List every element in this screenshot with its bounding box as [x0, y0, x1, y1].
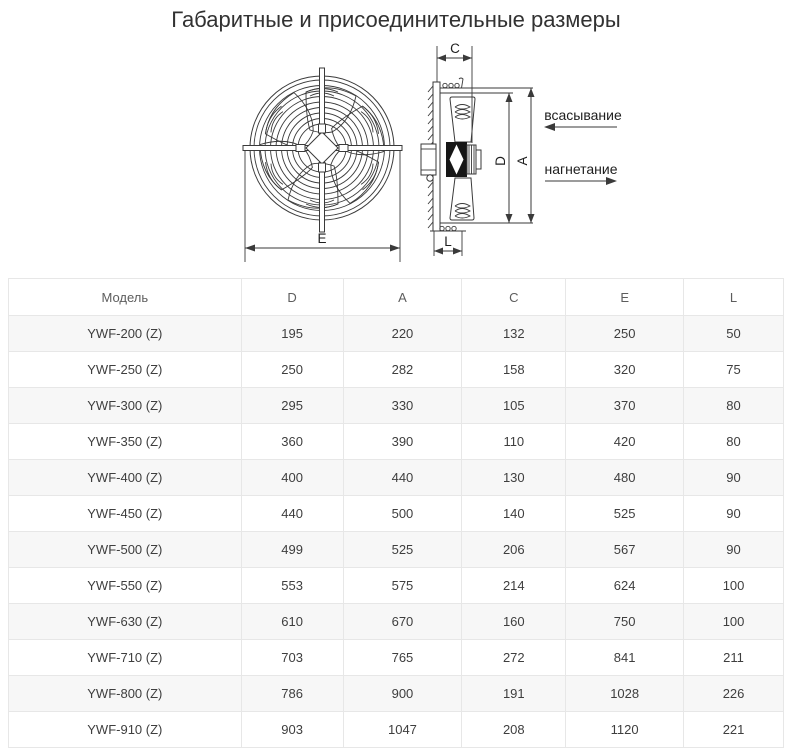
model-cell: YWF-550 (Z): [9, 568, 242, 604]
table-row: [9, 676, 784, 712]
table-row: [9, 424, 784, 460]
fan-side-view-drawing: [421, 41, 622, 256]
model-cell: YWF-450 (Z): [9, 496, 242, 532]
dimension-value-cell: 765: [343, 640, 462, 676]
fan-dimension-diagram: [0, 40, 792, 275]
dimension-value-cell: 610: [241, 604, 343, 640]
dimension-label-d: D: [493, 156, 508, 166]
dimension-value-cell: 132: [462, 316, 566, 352]
dimension-value-cell: 499: [241, 532, 343, 568]
dimension-value-cell: 525: [566, 496, 684, 532]
dimension-value-cell: 360: [241, 424, 343, 460]
dimension-value-cell: 80: [684, 424, 784, 460]
model-cell: YWF-350 (Z): [9, 424, 242, 460]
dimension-value-cell: 786: [241, 676, 343, 712]
dimension-value-cell: 1047: [343, 712, 462, 748]
dimension-value-cell: 480: [566, 460, 684, 496]
dimension-label-l: L: [444, 234, 452, 249]
dimension-value-cell: 250: [241, 352, 343, 388]
dimension-value-cell: 1120: [566, 712, 684, 748]
dimension-value-cell: 841: [566, 640, 684, 676]
table-row: [9, 568, 784, 604]
dimension-value-cell: 100: [684, 604, 784, 640]
table-row: [9, 460, 784, 496]
dimension-value-cell: 295: [241, 388, 343, 424]
model-cell: YWF-800 (Z): [9, 676, 242, 712]
dimensions-table-body: [9, 316, 784, 748]
dimension-value-cell: 211: [684, 640, 784, 676]
column-header-e: E: [566, 279, 684, 316]
dimension-value-cell: 80: [684, 388, 784, 424]
table-row: [9, 640, 784, 676]
dimension-value-cell: 90: [684, 496, 784, 532]
dimension-value-cell: 440: [241, 496, 343, 532]
dimension-value-cell: 420: [566, 424, 684, 460]
model-cell: YWF-300 (Z): [9, 388, 242, 424]
model-cell: YWF-250 (Z): [9, 352, 242, 388]
dimension-value-cell: 250: [566, 316, 684, 352]
dimension-value-cell: 553: [241, 568, 343, 604]
dimension-a: [515, 88, 535, 223]
column-header-l: L: [684, 279, 784, 316]
dimension-value-cell: 500: [343, 496, 462, 532]
dimension-d: [493, 93, 513, 223]
model-cell: YWF-500 (Z): [9, 532, 242, 568]
dimension-value-cell: 206: [462, 532, 566, 568]
model-cell: YWF-400 (Z): [9, 460, 242, 496]
dimension-value-cell: 370: [566, 388, 684, 424]
dimension-value-cell: 226: [684, 676, 784, 712]
dimension-value-cell: 158: [462, 352, 566, 388]
column-header-c: C: [462, 279, 566, 316]
dimension-value-cell: 90: [684, 460, 784, 496]
dimension-value-cell: 214: [462, 568, 566, 604]
suction-label: всасывание: [544, 107, 622, 123]
table-header-row: [9, 279, 784, 316]
dimension-value-cell: 330: [343, 388, 462, 424]
dimension-value-cell: 100: [684, 568, 784, 604]
model-cell: YWF-200 (Z): [9, 316, 242, 352]
dimension-value-cell: 624: [566, 568, 684, 604]
dimension-value-cell: 900: [343, 676, 462, 712]
dimension-value-cell: 390: [343, 424, 462, 460]
discharge-arrow-icon: [606, 177, 617, 185]
table-row: [9, 388, 784, 424]
dimension-value-cell: 525: [343, 532, 462, 568]
dimension-value-cell: 208: [462, 712, 566, 748]
dimension-value-cell: 160: [462, 604, 566, 640]
dimension-drawings: [0, 40, 792, 275]
dimension-label-e: E: [317, 231, 327, 246]
dimension-value-cell: 90: [684, 532, 784, 568]
column-header-a: A: [343, 279, 462, 316]
dimension-value-cell: 50: [684, 316, 784, 352]
dimension-value-cell: 220: [343, 316, 462, 352]
table-row: [9, 532, 784, 568]
dimension-value-cell: 400: [241, 460, 343, 496]
table-row: [9, 316, 784, 352]
discharge-label: нагнетание: [544, 161, 618, 177]
suction-annotation: [544, 107, 622, 131]
suction-arrow-icon: [544, 123, 555, 131]
dimension-value-cell: 105: [462, 388, 566, 424]
dimension-value-cell: 282: [343, 352, 462, 388]
table-row: [9, 604, 784, 640]
dimension-l: [434, 231, 462, 256]
dimension-value-cell: 567: [566, 532, 684, 568]
dimension-value-cell: 110: [462, 424, 566, 460]
dimension-label-a: A: [515, 156, 530, 166]
table-row: [9, 712, 784, 748]
dimension-value-cell: 703: [241, 640, 343, 676]
table-row: [9, 496, 784, 532]
model-cell: YWF-630 (Z): [9, 604, 242, 640]
dimension-value-cell: 130: [462, 460, 566, 496]
page-title: Габаритные и присоединительные размеры: [171, 7, 621, 32]
column-header-d: D: [241, 279, 343, 316]
dimension-value-cell: 670: [343, 604, 462, 640]
table-row: [9, 352, 784, 388]
dimension-value-cell: 903: [241, 712, 343, 748]
model-cell: YWF-710 (Z): [9, 640, 242, 676]
dimension-value-cell: 140: [462, 496, 566, 532]
model-cell: YWF-910 (Z): [9, 712, 242, 748]
dimension-value-cell: 750: [566, 604, 684, 640]
fan-front-view-drawing: [243, 68, 402, 262]
dimension-value-cell: 575: [343, 568, 462, 604]
dimension-value-cell: 221: [684, 712, 784, 748]
dimension-value-cell: 195: [241, 316, 343, 352]
discharge-annotation: [544, 161, 617, 185]
dimension-value-cell: 1028: [566, 676, 684, 712]
dimension-value-cell: 191: [462, 676, 566, 712]
dimension-value-cell: 272: [462, 640, 566, 676]
dimension-value-cell: 440: [343, 460, 462, 496]
column-header-model: Модель: [9, 279, 242, 316]
dimension-value-cell: 320: [566, 352, 684, 388]
dimensions-table: [8, 278, 784, 748]
dimension-label-c: C: [450, 41, 460, 56]
dimension-value-cell: 75: [684, 352, 784, 388]
